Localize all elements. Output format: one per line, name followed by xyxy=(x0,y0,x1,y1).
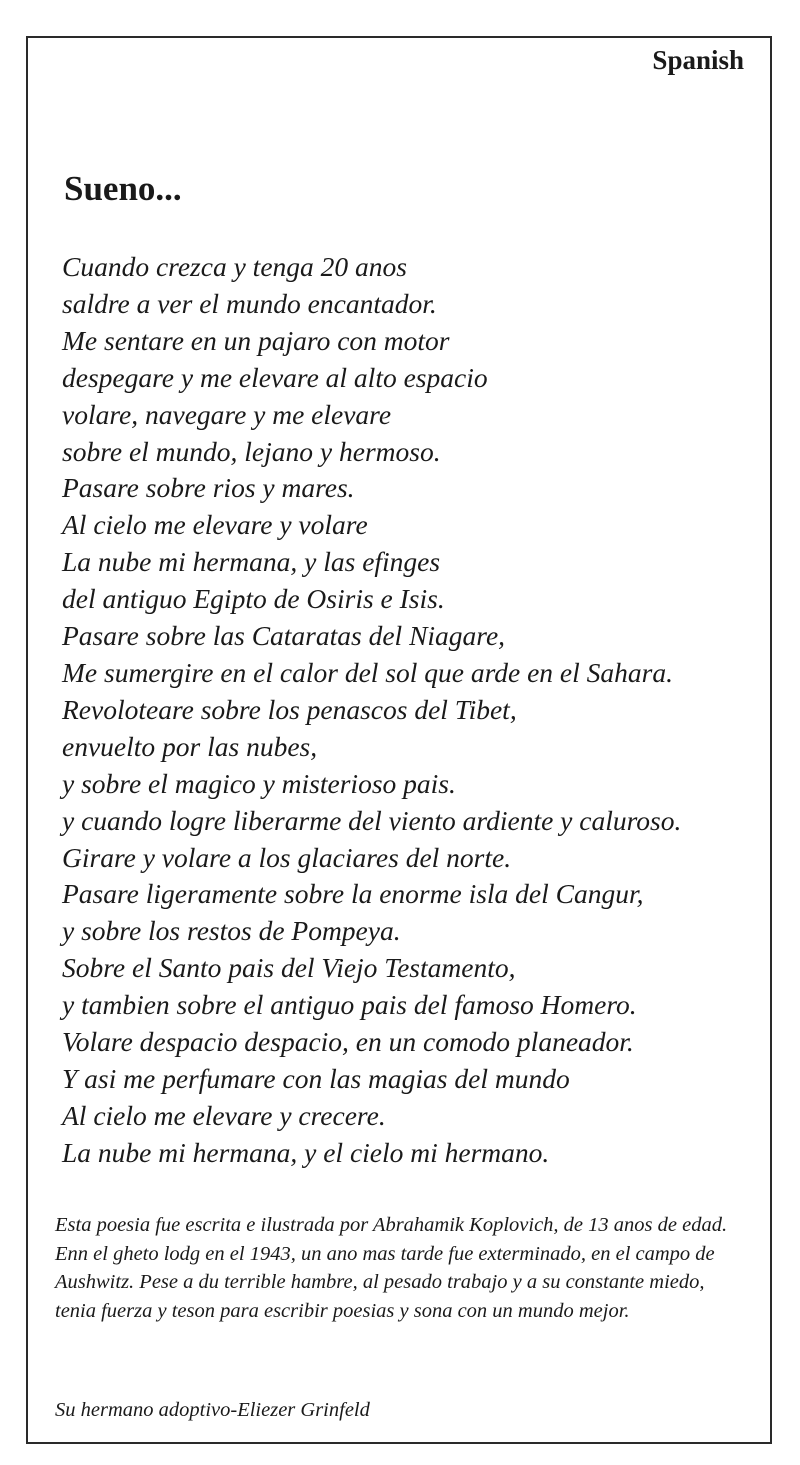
poem-line: despegare y me elevare al alto espacio xyxy=(62,361,488,393)
poem-line: Cuando crezca y tenga 20 anos xyxy=(62,251,407,282)
poem-line: y cuando logre liberarme del viento ardiente y caluroso. xyxy=(62,804,682,836)
author-note: Esta poesia fue escrita e ilustrada por Abrahamik Koplovich, de 13 anos de edad. Enn el gheto lodg en el 1943, un ano mas tarde fue exterminado, en el campo de Aushwitz. Pese a du terrible hambre, al pesado trabajo y a su constante miedo, tenia fuerza y teson para escribir poesias y sona con un mundo mejor. xyxy=(55,1214,728,1322)
poem-line: envuelto por las nubes, xyxy=(62,730,318,762)
poem-line: Al cielo me elevare y volare xyxy=(62,509,368,541)
poem-line: Girare y volare a los glaciares del norte. xyxy=(62,841,512,873)
poem-line: saldre a ver el mundo encantador. xyxy=(62,287,437,319)
poem-line: Al cielo me elevare y crecere. xyxy=(62,1099,386,1131)
poem-line: Volare despacio despacio, en un comodo planeador. xyxy=(62,1026,634,1058)
poem-title: Sueno... xyxy=(64,169,182,208)
poem-line: volare, navegare y me elevare xyxy=(62,398,392,430)
poem-line: Me sentare en un pajaro con motor xyxy=(62,324,450,356)
poem-line: Revoloteare sobre los penascos del Tibet, xyxy=(62,693,517,725)
poem-line: Pasare sobre rios y mares. xyxy=(62,472,355,504)
poem-line: Pasare sobre las Cataratas del Niagare, xyxy=(62,620,506,652)
poem-line: Sobre el Santo pais del Viejo Testamento, xyxy=(62,952,516,984)
poem-line: La nube mi hermana, y las efinges xyxy=(62,546,441,578)
poem-line: y sobre los restos de Pompeya. xyxy=(62,915,401,947)
page-frame xyxy=(26,36,772,1444)
poem-line: y tambien sobre el antiguo pais del famoso Homero. xyxy=(62,989,637,1021)
poem-body xyxy=(62,249,681,1172)
poem-line: Y asi me perfumare con las magias del mundo xyxy=(62,1062,570,1094)
poem-line: Pasare ligeramente sobre la enorme isla del Cangur, xyxy=(62,878,644,910)
language-label: Spanish xyxy=(652,45,744,75)
poem-line: y sobre el magico y misterioso pais. xyxy=(62,767,456,799)
signature: Su hermano adoptivo-Eliezer Grinfeld xyxy=(55,1399,370,1421)
poem-line: Me sumergire en el calor del sol que arde en el Sahara. xyxy=(62,656,673,688)
poem-line: del antiguo Egipto de Osiris e Isis. xyxy=(62,583,445,615)
poem-line: sobre el mundo, lejano y hermoso. xyxy=(62,435,441,467)
poem-line: La nube mi hermana, y el cielo mi hermano. xyxy=(62,1136,550,1168)
